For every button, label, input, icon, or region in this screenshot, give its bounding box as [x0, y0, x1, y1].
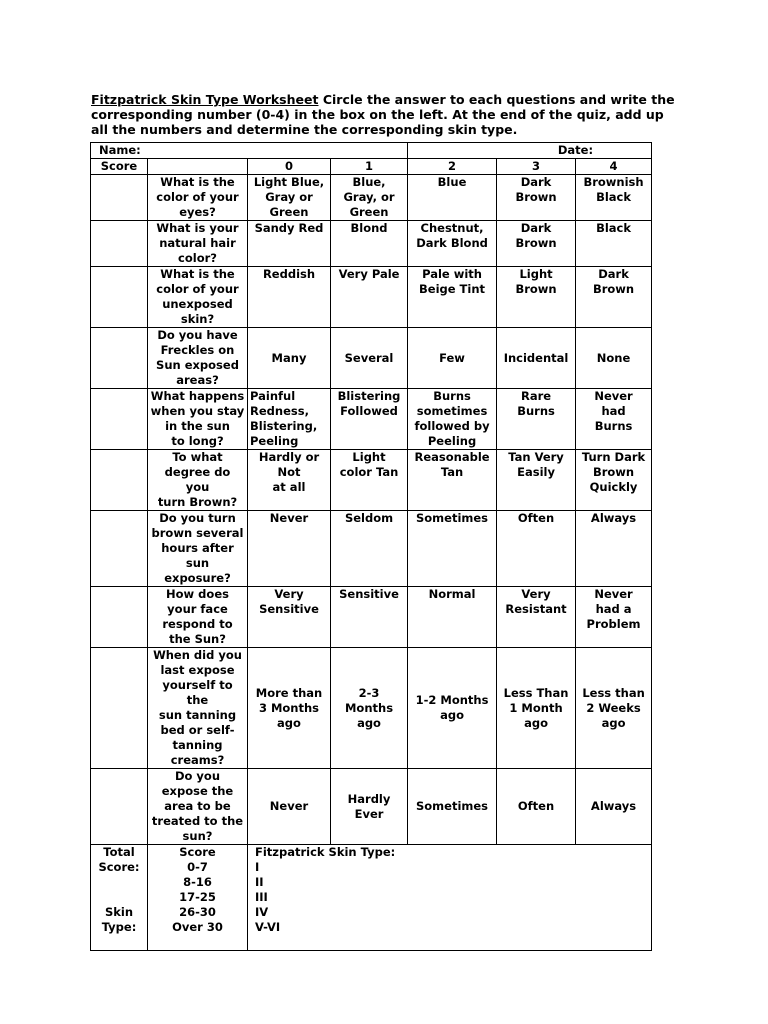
answer-option[interactable]: Painful Redness, Blistering, Peeling — [248, 389, 331, 450]
question-row — [91, 175, 652, 221]
answer-option[interactable]: Blue — [408, 175, 497, 221]
skin-type-header: Fitzpatrick Skin Type: — [255, 845, 396, 859]
score-ranges-list: 0-7 8-16 17-25 26-30 Over 30 — [172, 860, 223, 934]
answer-option[interactable]: Very Resistant — [497, 587, 576, 648]
answer-option[interactable]: Burns sometimes followed by Peeling — [408, 389, 497, 450]
name-date-row — [91, 143, 652, 159]
answer-option[interactable]: Never had Burns — [576, 389, 652, 450]
score-box[interactable] — [91, 389, 148, 450]
answer-option[interactable]: Few — [408, 328, 497, 389]
worksheet-title: Fitzpatrick Skin Type Worksheet — [91, 92, 319, 107]
date-field[interactable]: Date: — [408, 143, 652, 159]
answer-option[interactable]: Never had a Problem — [576, 587, 652, 648]
worksheet-instructions — [91, 92, 681, 137]
answer-option[interactable]: Many — [248, 328, 331, 389]
question-column-header — [148, 159, 248, 175]
answer-option[interactable]: Never — [248, 511, 331, 587]
answer-option[interactable]: Several — [331, 328, 408, 389]
answer-option[interactable]: Light Blue, Gray or Green — [248, 175, 331, 221]
score-box[interactable] — [91, 769, 148, 845]
score-ranges-header: Score — [179, 845, 216, 859]
answer-option[interactable]: Always — [576, 511, 652, 587]
answer-option[interactable]: Brownish Black — [576, 175, 652, 221]
question-text: When did you last expose yourself to the sun tanning bed or self- tanning creams? — [148, 648, 248, 769]
question-text: What is the color of your unexposed skin? — [148, 267, 248, 328]
answer-option[interactable]: Reddish — [248, 267, 331, 328]
answer-option[interactable]: Blond — [331, 221, 408, 267]
score-box[interactable] — [91, 450, 148, 511]
answer-option[interactable]: Never — [248, 769, 331, 845]
scoring-key-row — [91, 845, 652, 951]
question-text: Do you expose the area to be treated to the sun? — [148, 769, 248, 845]
answer-option[interactable]: Tan Very Easily — [497, 450, 576, 511]
question-row — [91, 450, 652, 511]
score-box[interactable] — [91, 175, 148, 221]
answer-option[interactable]: Light Brown — [497, 267, 576, 328]
question-text: To what degree do you turn Brown? — [148, 450, 248, 511]
answer-option[interactable]: Sometimes — [408, 769, 497, 845]
question-text: What is the color of your eyes? — [148, 175, 248, 221]
answer-option[interactable]: Black — [576, 221, 652, 267]
question-row — [91, 267, 652, 328]
instructions-text: Circle the answer to each questions and write the corresponding number (0-4) in the box on the left. At the end of the quiz, add up all the numbers and determine the corresponding skin type. — [91, 92, 675, 137]
answer-option[interactable]: Very Pale — [331, 267, 408, 328]
question-row — [91, 328, 652, 389]
column-header-1: 1 — [331, 159, 408, 175]
question-row — [91, 389, 652, 450]
answer-option[interactable]: Blistering Followed — [331, 389, 408, 450]
answer-option[interactable]: 1-2 Months ago — [408, 648, 497, 769]
question-row — [91, 587, 652, 648]
answer-option[interactable]: None — [576, 328, 652, 389]
question-text: Do you turn brown several hours after sun exposure? — [148, 511, 248, 587]
answer-option[interactable]: Seldom — [331, 511, 408, 587]
answer-option[interactable]: Rare Burns — [497, 389, 576, 450]
score-box[interactable] — [91, 221, 148, 267]
question-row — [91, 648, 652, 769]
column-header-0: 0 — [248, 159, 331, 175]
answer-option[interactable]: Sometimes — [408, 511, 497, 587]
score-box[interactable] — [91, 328, 148, 389]
answer-option[interactable]: Less than 2 Weeks ago — [576, 648, 652, 769]
score-box[interactable] — [91, 587, 148, 648]
skin-type-list: I II III IV V-VI — [255, 860, 281, 934]
skin-type-table — [90, 142, 652, 951]
answer-option[interactable]: Hardly or Not at all — [248, 450, 331, 511]
answer-option[interactable]: Often — [497, 511, 576, 587]
answer-option[interactable]: Often — [497, 769, 576, 845]
score-ranges — [148, 845, 248, 951]
answer-option[interactable]: Reasonable Tan — [408, 450, 497, 511]
column-header-3: 3 — [497, 159, 576, 175]
answer-option[interactable]: Pale with Beige Tint — [408, 267, 497, 328]
answer-option[interactable]: Dark Brown — [576, 267, 652, 328]
answer-option[interactable]: Sensitive — [331, 587, 408, 648]
question-row — [91, 511, 652, 587]
score-column-header: Score — [91, 159, 148, 175]
answer-option[interactable]: Incidental — [497, 328, 576, 389]
answer-option[interactable]: Hardly Ever — [331, 769, 408, 845]
answer-option[interactable]: Chestnut, Dark Blond — [408, 221, 497, 267]
question-text: Do you have Freckles on Sun exposed areas? — [148, 328, 248, 389]
answer-option[interactable]: Blue, Gray, or Green — [331, 175, 408, 221]
answer-option[interactable]: Turn Dark Brown Quickly — [576, 450, 652, 511]
answer-option[interactable]: Very Sensitive — [248, 587, 331, 648]
score-box[interactable] — [91, 648, 148, 769]
answer-option[interactable]: Always — [576, 769, 652, 845]
question-text: What happens when you stay in the sun to long? — [148, 389, 248, 450]
column-header-4: 4 — [576, 159, 652, 175]
score-box[interactable] — [91, 511, 148, 587]
question-row — [91, 221, 652, 267]
answer-option[interactable]: Sandy Red — [248, 221, 331, 267]
answer-option[interactable]: Normal — [408, 587, 497, 648]
question-text: What is your natural hair color? — [148, 221, 248, 267]
question-row — [91, 769, 652, 845]
column-header-row — [91, 159, 652, 175]
answer-option[interactable]: Light color Tan — [331, 450, 408, 511]
skin-type-key — [248, 845, 652, 951]
column-header-2: 2 — [408, 159, 497, 175]
answer-option[interactable]: Dark Brown — [497, 175, 576, 221]
answer-option[interactable]: Dark Brown — [497, 221, 576, 267]
score-box[interactable] — [91, 267, 148, 328]
answer-option[interactable]: Less Than 1 Month ago — [497, 648, 576, 769]
question-text: How does your face respond to the Sun? — [148, 587, 248, 648]
name-field[interactable]: Name: — [91, 143, 408, 159]
total-score-box[interactable]: Total Score: Skin Type: — [91, 845, 148, 951]
answer-option[interactable]: More than 3 Months ago — [248, 648, 331, 769]
answer-option[interactable]: 2-3 Months ago — [331, 648, 408, 769]
